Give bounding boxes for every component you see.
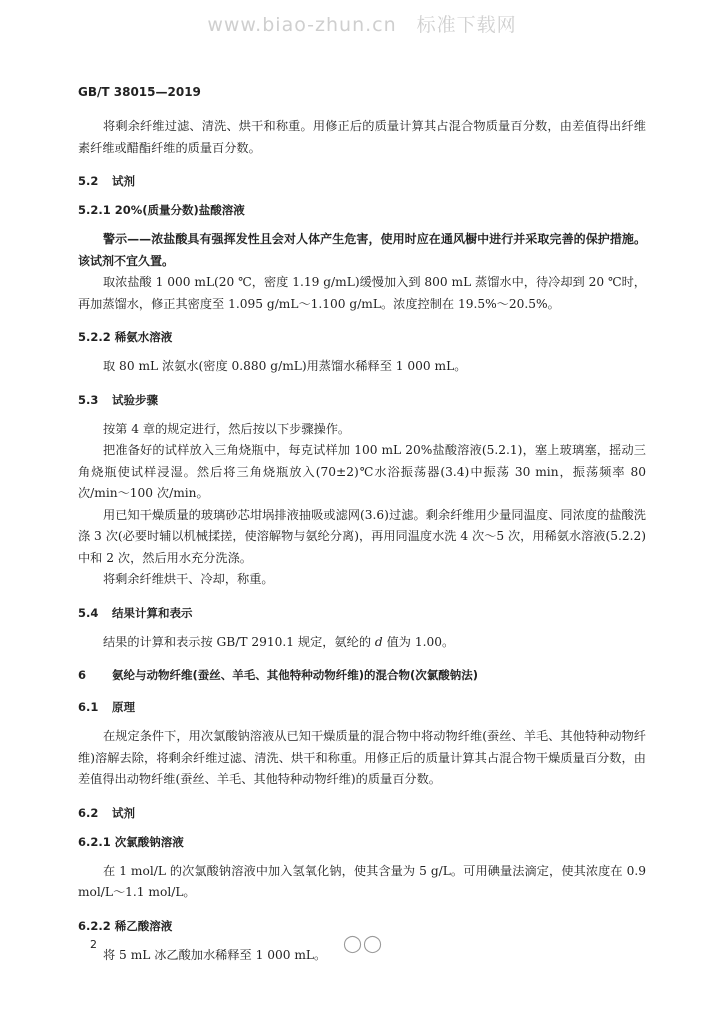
paragraph-procedure-filter: 用已知干燥质量的玻璃砂芯坩埚排液抽吸或滤网(3.6)过滤。剩余纤维用少量同温度、同浓度的盐酸洗涤 3 次(必要时辅以机械揉搓，使溶解物与氨纶分离)，再用同温度水洗 4 次～5 次，用稀氨水溶液(5.2.2)中和 2 次，然后用水充分洗涤。 xyxy=(78,507,646,565)
d-value-symbol: d xyxy=(374,634,383,649)
heading-5-2-2: 5.2.2 稀氨水溶液 xyxy=(78,330,173,344)
heading-5-2-1: 5.2.1 20%(质量分数)盐酸溶液 xyxy=(78,203,245,217)
paragraph-procedure-soak: 把准备好的试样放入三角烧瓶中，每克试样加 100 mL 20%盐酸溶液(5.2.1)，塞上玻璃塞，摇动三角烧瓶使试样浸湿。然后将三角烧瓶放入(70±2)℃水浴振荡器(3.4)中振荡 30 min，振荡频率 80 次/min～100 次/min。 xyxy=(78,443,646,500)
heading-5-4: 5.4 结果计算和表示 xyxy=(78,605,193,620)
paragraph-hcl-prep: 取浓盐酸 1 000 mL(20 ℃，密度 1.19 g/mL)缓慢加入到 800 mL 蒸馏水中，待冷却到 20 ℃时，再加蒸馏水，修正其密度至 1.095 g/mL～1.100 g/mL。浓度控制在 19.5%～20.5%。 xyxy=(78,275,646,311)
paragraph-hypochlorite: 在 1 mol/L 的次氯酸钠溶液中加入氢氧化钠，使其含量为 5 g/L。可用碘量法滴定，使其浓度在 0.9 mol/L～1.1 mol/L。 xyxy=(78,863,646,899)
paragraph-procedure-intro: 按第 4 章的规定进行，然后按以下步骤操作。 xyxy=(103,421,351,436)
paragraph-principle: 在规定条件下，用次氯酸钠溶液从已知干燥质量的混合物中将动物纤维(蚕丝、羊毛、其他特种动物纤维)溶解去除，将剩余纤维过滤、清洗、烘干和称重。用修正后的质量计算其占混合物干燥质量百分数，由差值得出动物纤维(蚕丝、羊毛、其他特种动物纤维)的质量百分数。 xyxy=(78,729,646,786)
footer-mark: ◯◯ xyxy=(343,934,384,954)
heading-6: 6 氨纶与动物纤维(蚕丝、羊毛、其他特种动物纤维)的混合物(次氯酸钠法) xyxy=(78,668,479,682)
warning-text: 警示——浓盐酸具有强挥发性且会对人体产生危害，使用时应在通风橱中进行并采取完善的保护措施。该试剂不宜久置。 xyxy=(78,232,646,268)
heading-5-2: 5.2 试剂 xyxy=(78,174,136,188)
standard-code: GB/T 38015—2019 xyxy=(78,85,201,99)
heading-6-2-2: 6.2.2 稀乙酸溶液 xyxy=(78,918,173,933)
page-number: 2 xyxy=(90,938,97,951)
paragraph-acetic-acid: 将 5 mL 冰乙酸加水稀释至 1 000 mL。 xyxy=(103,947,327,962)
document-body xyxy=(78,116,646,966)
heading-6-1: 6.1 原理 xyxy=(78,700,136,714)
paragraph-ammonia-prep: 取 80 mL 浓氨水(密度 0.880 g/mL)用蒸馏水稀释至 1 000 mL。 xyxy=(103,359,467,373)
paragraph-procedure-dry: 将剩余纤维烘干、冷却，称重。 xyxy=(103,572,274,586)
heading-5-3: 5.3 试验步骤 xyxy=(78,392,159,407)
watermark: www.biao-zhun.cn 标准下载网 xyxy=(207,14,517,36)
heading-6-2: 6.2 试剂 xyxy=(78,805,136,820)
paragraph-filter-weigh: 将剩余纤维过滤、清洗、烘干和称重。用修正后的质量计算其占混合物质量百分数，由差值得出纤维素纤维或醋酯纤维的质量百分数。 xyxy=(78,119,646,155)
heading-6-2-1: 6.2.1 次氯酸钠溶液 xyxy=(78,834,184,849)
paragraph-result-calc: 结果的计算和表示按 GB/T 2910.1 规定，氨纶的 d 值为 1.00。 xyxy=(103,634,455,649)
